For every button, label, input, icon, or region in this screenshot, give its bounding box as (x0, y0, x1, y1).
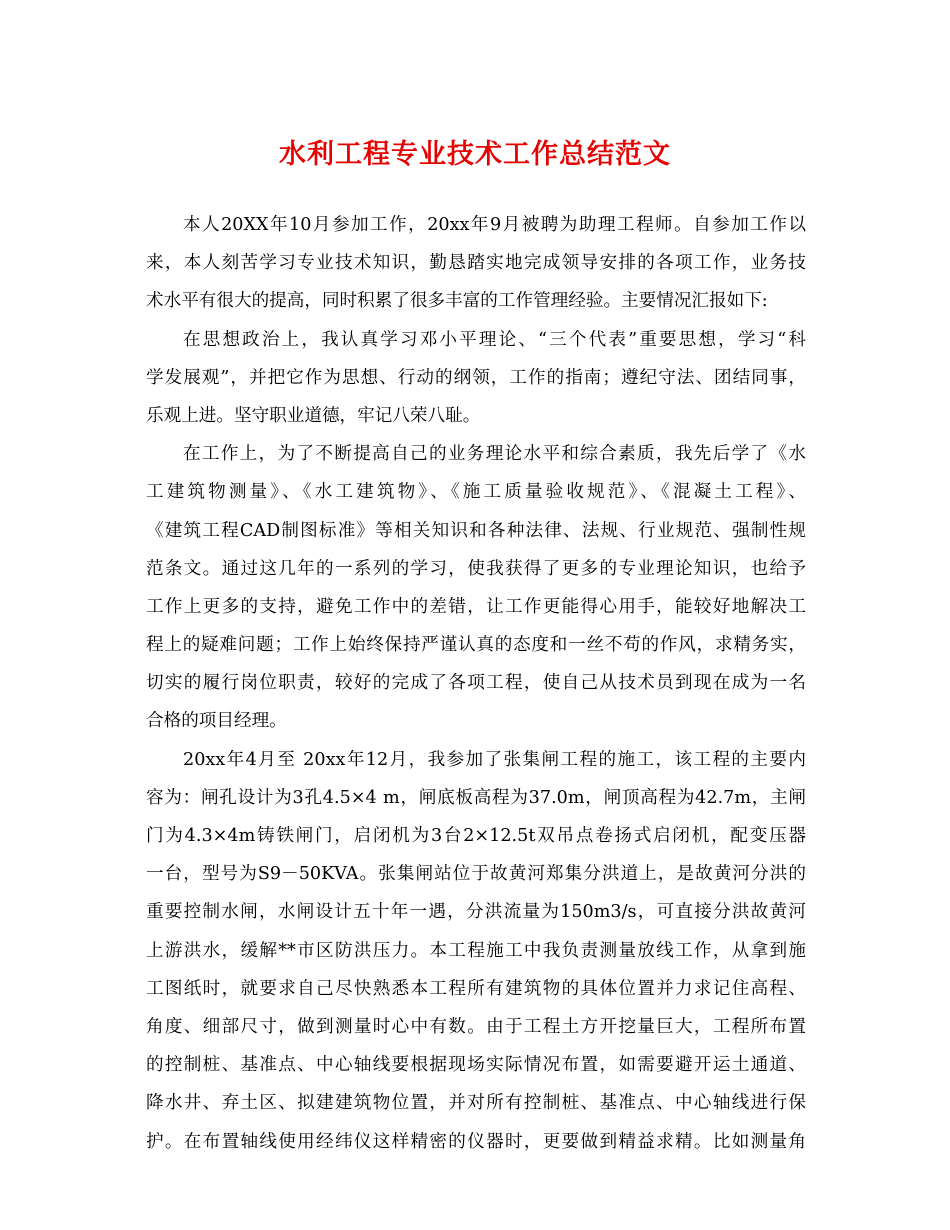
body-line: 上游洪水，缓解**市区防洪压力。本工程施工中我负责测量放线工作，从拿到施 (146, 940, 806, 961)
body-line: 工图纸时，就要求自己尽快熟悉本工程所有建筑物的具体位置并力求记住高程、 (146, 978, 806, 999)
body-line: 角度、细部尺寸，做到测量时心中有数。由于工程土方开挖量巨大，工程所布置 (146, 1016, 806, 1037)
body-line: 程上的疑难问题；工作上始终保持严谨认真的态度和一丝不苟的作风，求精务实， (146, 635, 806, 656)
body-line: 在工作上，为了不断提高自己的业务理论水平和综合素质，我先后学了《水 (183, 444, 806, 465)
body-line: 降水井、弃土区、拟建建筑物位置，并对所有控制桩、基准点、中心轴线进行保 (146, 1093, 806, 1114)
body-line: 工建筑物测量》、《水工建筑物》、《施工质量验收规范》、《混凝土工程》、 (146, 482, 806, 503)
body-line: 来，本人刻苦学习专业技术知识，勤恳踏实地完成领导安排的各项工作，业务技 (146, 253, 806, 274)
body-line: 20xx年4月至 20xx年12月，我参加了张集闸工程的施工，该工程的主要内 (183, 749, 806, 770)
document-body (146, 206, 806, 1161)
body-line: 《建筑工程CAD制图标准》等相关知识和各种法律、法规、行业规范、强制性规 (146, 520, 806, 541)
body-line: 本人20XX年10月参加工作，20xx年9月被聘为助理工程师。自参加工作以 (183, 215, 806, 235)
body-line: 一台，型号为S9－50KVA。张集闸站位于故黄河郑集分洪道上，是故黄河分洪的 (146, 864, 806, 885)
body-line: 门为4.3×4m铸铁闸门，启闭机为3台2×12.5t双吊点卷扬式启闭机，配变压器 (146, 826, 806, 847)
body-line: 重要控制水闸，水闸设计五十年一遇，分洪流量为150m3/s，可直接分洪故黄河 (146, 902, 806, 923)
body-line: 乐观上进。坚守职业道德，牢记八荣八耻。 (146, 405, 481, 426)
body-line: 学发展观”，并把它作为思想、行动的纲领，工作的指南；遵纪守法、团结同事， (146, 367, 806, 388)
body-line: 的控制桩、基准点、中心轴线要根据现场实际情况布置，如需要避开运土通道、 (146, 1055, 806, 1076)
body-line: 在思想政治上，我认真学习邓小平理论、“三个代表”重要思想，学习“科 (183, 329, 806, 350)
document-title: 水利工程专业技术工作总结范文 (279, 139, 671, 170)
body-line: 护。在布置轴线使用经纬仪这样精密的仪器时，更要做到精益求精。比如测量角 (146, 1131, 806, 1152)
body-line: 合格的项目经理。 (146, 711, 287, 732)
body-line: 工作上更多的支持，避免工作中的差错，让工作更能得心用手，能较好地解决工 (146, 596, 806, 617)
body-line: 范条文。通过这几年的一系列的学习，使我获得了更多的专业理论知识，也给予 (146, 558, 806, 579)
body-line: 切实的履行岗位职责，较好的完成了各项工程，使自己从技术员到现在成为一名 (146, 673, 806, 694)
body-line: 术水平有很大的提高，同时积累了很多丰富的工作管理经验。主要情况汇报如下: (146, 291, 768, 312)
body-line: 容为：闸孔设计为3孔4.5×4 m，闸底板高程为37.0m，闸顶高程为42.7m，主闸 (146, 787, 806, 808)
